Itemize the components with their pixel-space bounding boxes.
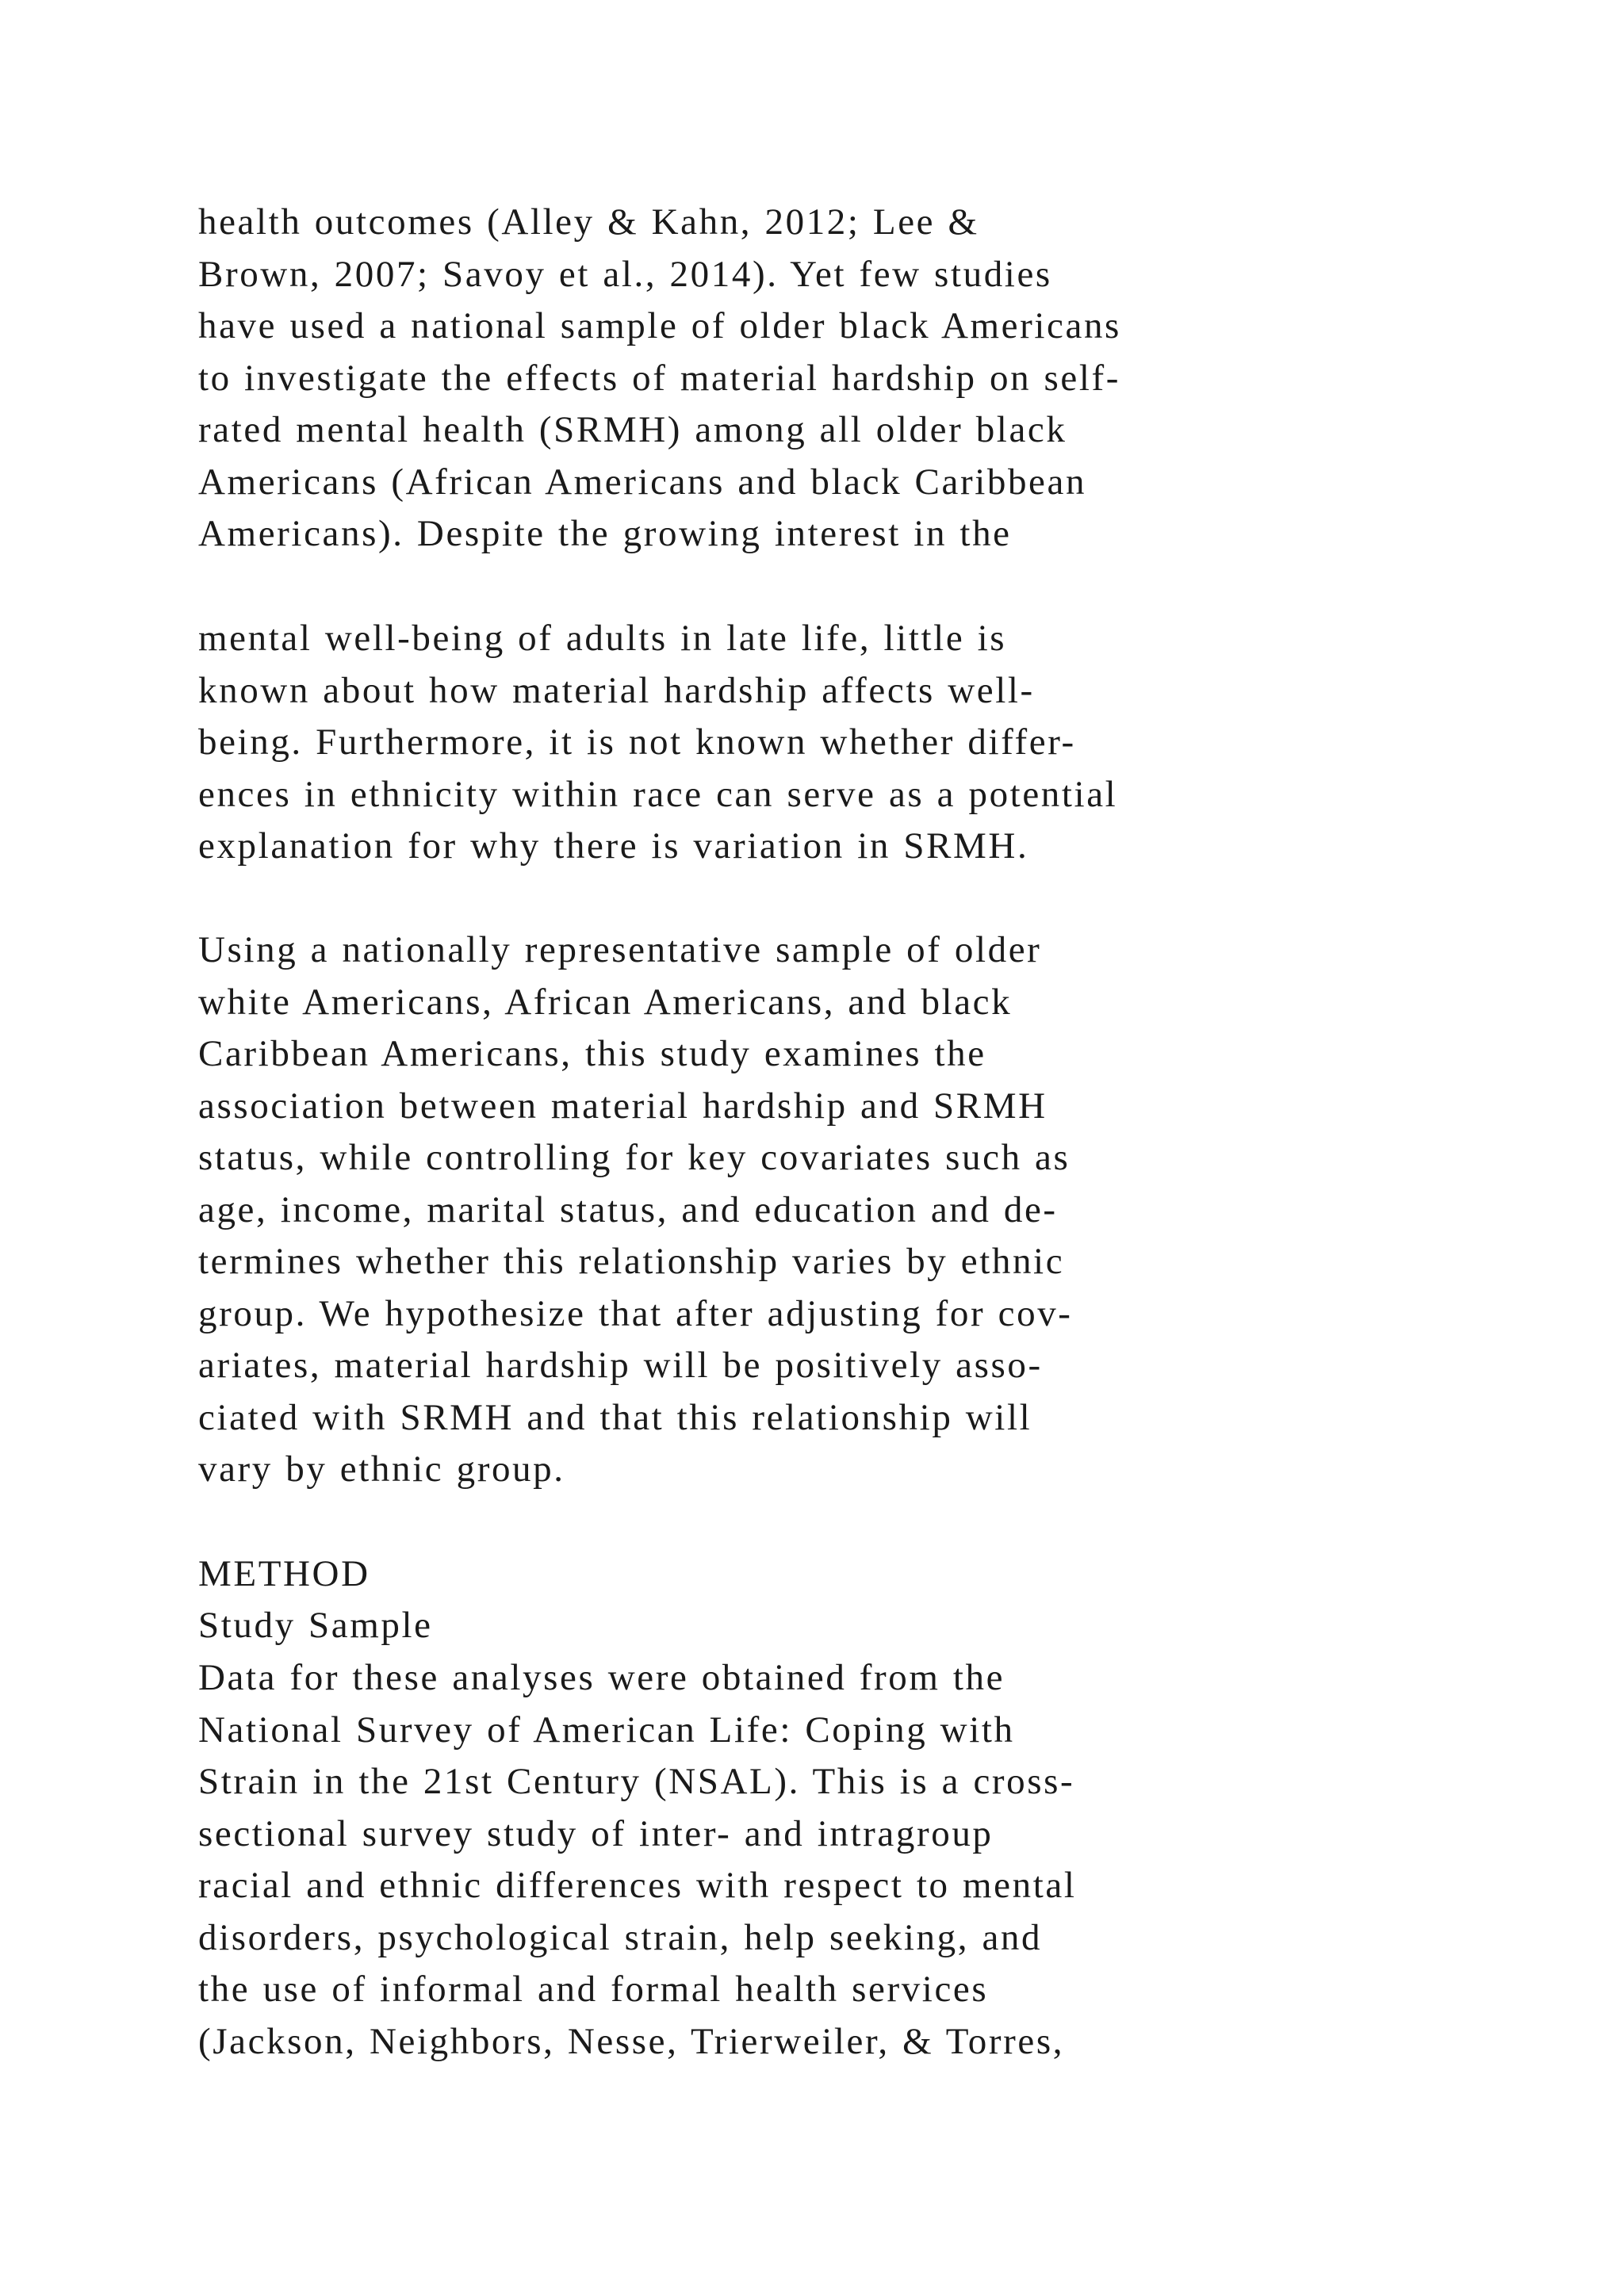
text-line: health outcomes (Alley & Kahn, 2012; Lee & [198, 201, 979, 243]
text-line: termines whether this relationship varies by ethnic [198, 1241, 1065, 1282]
text-line: known about how material hardship affects well- [198, 669, 1035, 711]
heading-text: Study Sample [198, 1605, 433, 1646]
text-line: being. Furthermore, it is not known whether differ- [198, 721, 1076, 763]
paragraph-study-sample [198, 1652, 1530, 2068]
text-line: age, income, marital status, and education and de- [198, 1188, 1058, 1230]
text-line: Americans). Despite the growing interest in the [198, 513, 1012, 554]
text-line: white Americans, African Americans, and black [198, 981, 1013, 1023]
text-line: (Jackson, Neighbors, Nesse, Trierweiler, & Torres, [198, 2020, 1065, 2062]
text-line: ences in ethnicity within race can serve as a potential [198, 773, 1118, 815]
paragraph-mental-wellbeing [198, 613, 1530, 873]
subsection-heading-study-sample [198, 1600, 1530, 1652]
text-line: association between material hardship and SRMH [198, 1085, 1048, 1127]
text-line: Using a nationally representative sample of older [198, 929, 1042, 970]
section-heading-method [198, 1548, 1530, 1601]
text-line: racial and ethnic differences with respect to mental [198, 1865, 1077, 1906]
text-line: vary by ethnic group. [198, 1448, 565, 1490]
text-line: ciated with SRMH and that this relationship will [198, 1396, 1032, 1438]
text-line: disorders, psychological strain, help seeking, and [198, 1916, 1043, 1958]
paragraph-intro-continued [198, 197, 1530, 561]
text-line: Data for these analyses were obtained from the [198, 1657, 1005, 1698]
text-line: Brown, 2007; Savoy et al., 2014). Yet few studies [198, 253, 1052, 295]
text-line: explanation for why there is variation in SRMH. [198, 825, 1029, 867]
text-line: National Survey of American Life: Coping with [198, 1709, 1015, 1751]
text-line: status, while controlling for key covariates such as [198, 1137, 1071, 1178]
text-line: Americans (African Americans and black Caribbean [198, 461, 1087, 503]
text-line: sectional survey study of inter- and intragroup [198, 1812, 994, 1854]
heading-text: METHOD [198, 1553, 370, 1594]
text-line: have used a national sample of older black Americans [198, 305, 1121, 346]
text-line: group. We hypothesize that after adjusting for cov- [198, 1292, 1073, 1334]
text-line: Caribbean Americans, this study examines the [198, 1033, 986, 1074]
text-line: Strain in the 21st Century (NSAL). This is a cross- [198, 1761, 1075, 1802]
text-line: the use of informal and formal health services [198, 1969, 989, 2010]
text-line: ariates, material hardship will be positively asso- [198, 1345, 1043, 1386]
text-line: mental well-being of adults in late life, little is [198, 618, 1007, 659]
paragraph-hypothesis [198, 924, 1530, 1496]
text-line: rated mental health (SRMH) among all older black [198, 409, 1067, 450]
text-line: to investigate the effects of material hardship on self- [198, 357, 1121, 399]
